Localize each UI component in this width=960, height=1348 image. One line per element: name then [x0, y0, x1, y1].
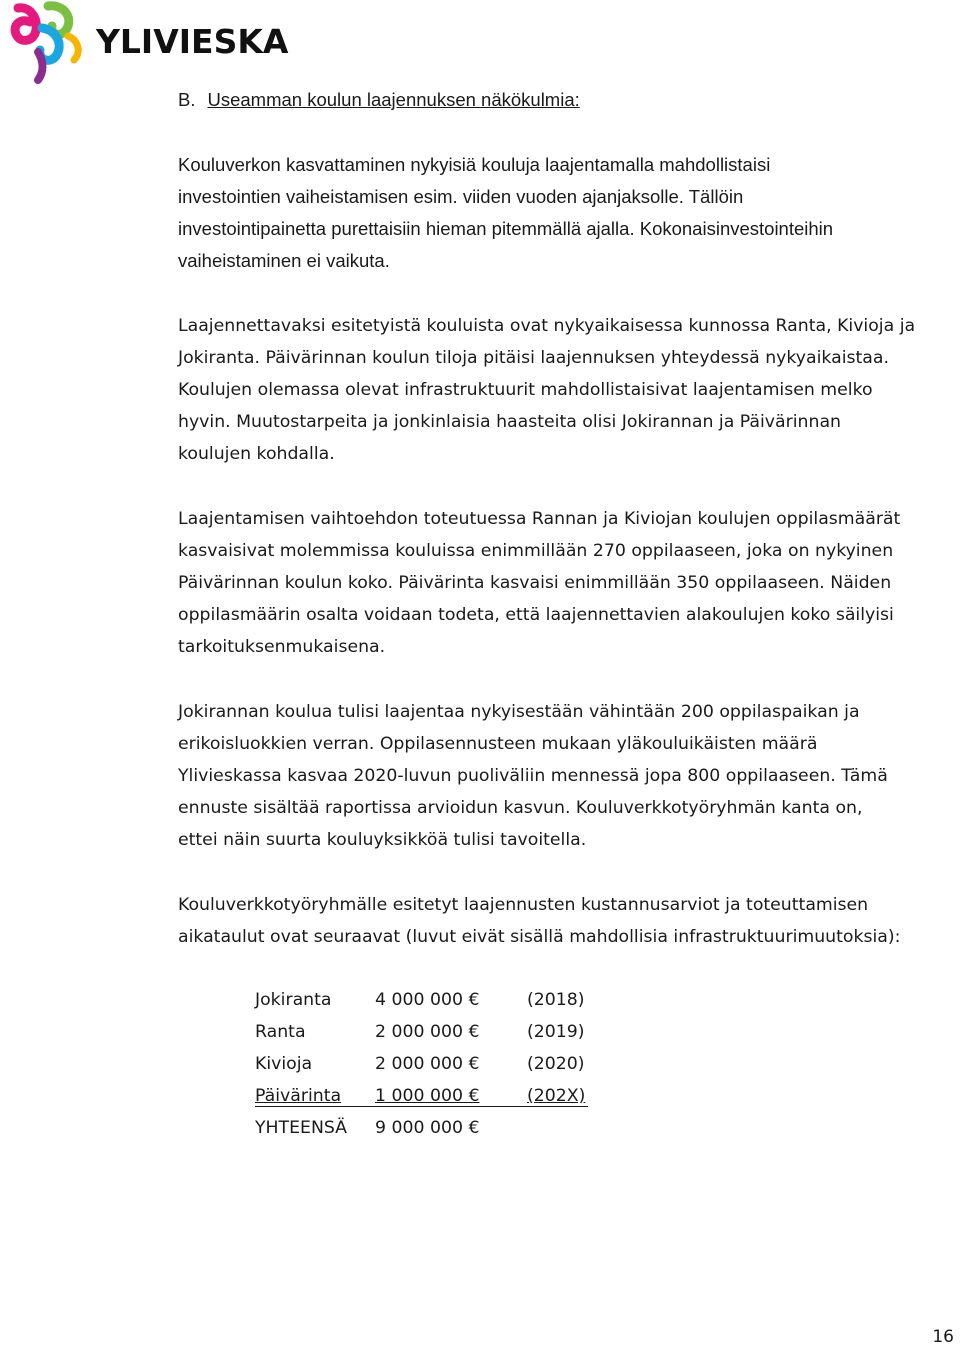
paragraph-line: investointien vaiheistamisen esim. viiden vuoden ajanjaksolle. Tällöin: [178, 186, 744, 207]
paragraph-line: Jokiranta. Päivärinnan koulun tiloja pitäisi laajennuksen yhteydessä nykyaikaistaa.: [178, 348, 889, 368]
cost-total-label: YHTEENSÄ: [255, 1118, 347, 1138]
cost-amount: 4 000 000 €: [375, 990, 480, 1010]
cost-row: [255, 1080, 595, 1112]
sum-underline: [255, 1106, 588, 1107]
paragraph-line: erikoisluokkien verran. Oppilasennusteen mukaan yläkouluikäisten määrä: [178, 734, 818, 754]
cost-row: [255, 984, 595, 1016]
cost-amount: 2 000 000 €: [375, 1022, 480, 1042]
section-heading: [178, 84, 958, 116]
cost-row: [255, 1016, 595, 1048]
paragraph-line: oppilasmäärin osalta voidaan todeta, että laajennettavien alakoulujen koko säilyisi: [178, 605, 894, 625]
paragraph-line: Päivärinnan koulun koko. Päivärinta kasvaisi enimmillään 350 oppilaaseen. Näiden: [178, 573, 892, 593]
ylivieska-logo: [8, 0, 289, 86]
section-title: Useamman koulun laajennuksen näkökulmia:: [207, 89, 580, 110]
cost-total-amount: 9 000 000 €: [375, 1118, 480, 1138]
cost-total-row: [255, 1112, 595, 1144]
paragraph-pupil-counts: [178, 503, 958, 663]
paragraph-line: kasvaisivat molemmissa kouluissa enimmillään 270 oppilaaseen, joka on nykyinen: [178, 541, 894, 561]
paragraph-line: vaiheistaminen ei vaikuta.: [178, 250, 390, 271]
paragraph-line: ennuste sisältää raportissa arvioidun kasvun. Kouluverkkotyöryhmän kanta on,: [178, 798, 863, 818]
cost-row: [255, 1048, 595, 1080]
paragraph-jokiranta: [178, 696, 958, 856]
paragraph-line: aikataulut ovat seuraavat (luvut eivät sisällä mahdollisia infrastruktuurimuutoksia):: [178, 927, 901, 947]
cost-school: Päivärinta: [255, 1086, 342, 1106]
paragraph-line: Koulujen olemassa olevat infrastruktuurit mahdollistaisivat laajentamisen melko: [178, 380, 873, 400]
cost-school: Jokiranta: [255, 990, 332, 1010]
cost-amount: 2 000 000 €: [375, 1054, 480, 1074]
paragraph-line: investointipainetta purettaisiin hieman pitemmällä ajalla. Kokonaisinvestointeihin: [178, 218, 834, 239]
paragraph-line: Laajennettavaksi esitetyistä kouluista ovat nykyaikaisessa kunnossa Ranta, Kivioja ja: [178, 316, 916, 336]
page-number: 16: [932, 1327, 954, 1347]
cost-estimate-list: [255, 984, 595, 1144]
paragraph-phasing: [178, 149, 958, 277]
paragraph-line: Kouluverkon kasvattaminen nykyisiä kouluja laajentamalla mahdollistaisi: [178, 154, 771, 175]
paragraph-line: koulujen kohdalla.: [178, 444, 335, 464]
paragraph-cost-intro: [178, 889, 958, 953]
ylivieska-logo-mark-icon: [8, 0, 88, 86]
cost-school: Kivioja: [255, 1054, 313, 1074]
document-body: [178, 84, 958, 953]
paragraph-condition: [178, 310, 958, 470]
paragraph-line: Laajentamisen vaihtoehdon toteutuessa Rannan ja Kiviojan koulujen oppilasmäärät: [178, 509, 901, 529]
paragraph-line: hyvin. Muutostarpeita ja jonkinlaisia haasteita olisi Jokirannan ja Päivärinnan: [178, 412, 841, 432]
cost-year: (202X): [527, 1086, 586, 1106]
paragraph-line: ettei näin suurta kouluyksikköä tulisi tavoitella.: [178, 830, 587, 850]
paragraph-line: Ylivieskassa kasvaa 2020-luvun puoliväliin mennessä jopa 800 oppilaaseen. Tämä: [178, 766, 888, 786]
paragraph-line: Kouluverkkotyöryhmälle esitetyt laajennusten kustannusarviot ja toteuttamisen: [178, 895, 869, 915]
paragraph-line: Jokirannan koulua tulisi laajentaa nykyisestään vähintään 200 oppilaspaikan ja: [178, 702, 860, 722]
logo-wordmark: YLIVIESKA: [96, 22, 289, 61]
cost-year: (2019): [527, 1022, 585, 1042]
cost-school: Ranta: [255, 1022, 306, 1042]
paragraph-line: tarkoituksenmukaisena.: [178, 637, 386, 657]
cost-year: (2020): [527, 1054, 585, 1074]
cost-amount: 1 000 000 €: [375, 1086, 480, 1106]
cost-year: (2018): [527, 990, 585, 1010]
section-letter: B.: [178, 89, 196, 110]
